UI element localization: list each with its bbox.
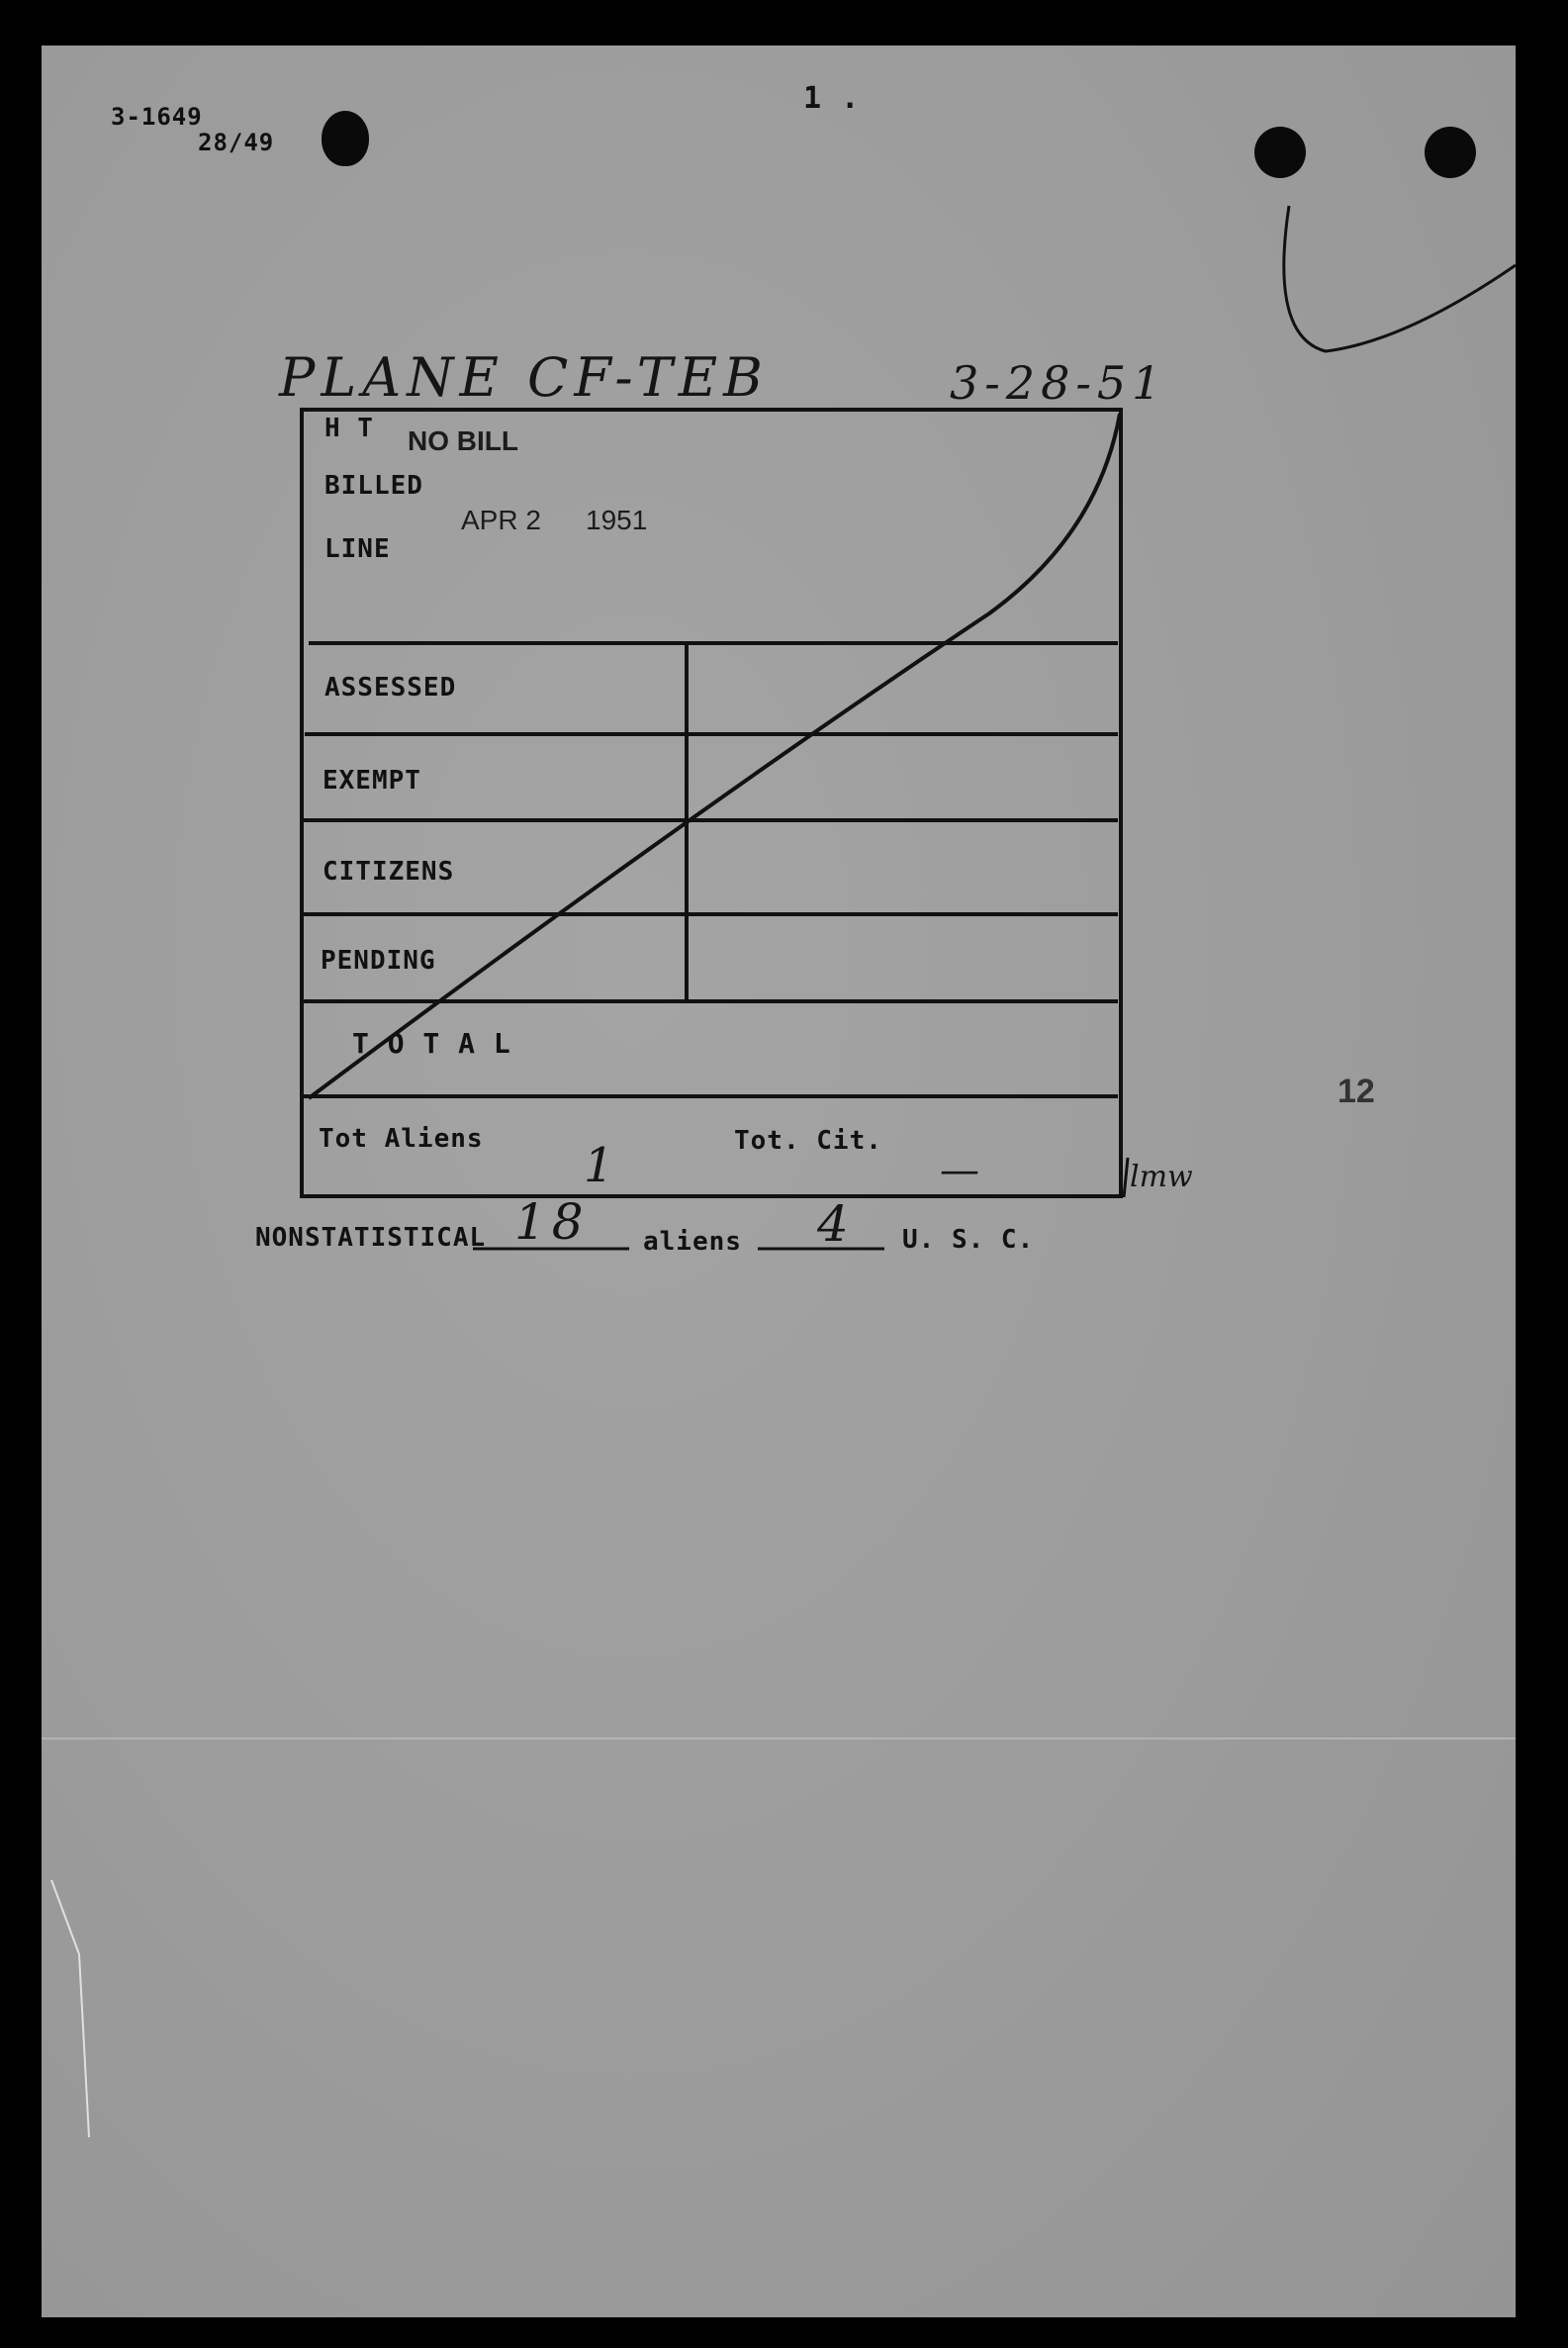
corner-ref: 3-1649 [111, 103, 203, 131]
corner-check-mark [1284, 206, 1516, 351]
tot-aliens-value: 1 [584, 1138, 614, 1193]
date-heading: 3-28-51 [950, 356, 1167, 410]
ht-label: H T [324, 414, 374, 443]
edge-tear [51, 1880, 89, 2137]
corner-date: 28/49 [198, 129, 275, 156]
top-mark: 1 . [803, 81, 861, 116]
billed-label: BILLED [324, 471, 423, 501]
tot-cit-value: — [940, 1148, 979, 1193]
line-label: LINE [324, 534, 391, 564]
nonstat-usc-label: U. S. C. [902, 1225, 1035, 1255]
row-exempt: EXEMPT [323, 766, 421, 796]
total-label: T O T A L [352, 1027, 511, 1060]
plane-heading: PLANE CF-TEB [279, 346, 769, 409]
row-citizens: CITIZENS [323, 857, 455, 887]
nonstat-aliens-value: 18 [514, 1193, 590, 1251]
nonstat-aliens-label: aliens [643, 1227, 742, 1257]
tot-aliens-label: Tot Aliens [319, 1124, 484, 1154]
cancel-diagonal [309, 414, 1120, 1098]
nonstat-label: NONSTATISTICAL [255, 1223, 487, 1253]
tot-cit-label: Tot. Cit. [734, 1126, 882, 1156]
no-bill-stamp: NO BILL [408, 425, 518, 456]
nonstat-usc-value: 4 [817, 1195, 855, 1253]
billed-stamp-year: 1951 [586, 505, 648, 535]
side-number: 12 [1337, 1073, 1375, 1110]
row-pending: PENDING [321, 946, 436, 976]
box-right-tick [1124, 1158, 1128, 1197]
billed-stamp-month: APR 2 [461, 505, 541, 535]
row-assessed: ASSESSED [324, 673, 457, 703]
initials: lmw [1130, 1160, 1193, 1194]
